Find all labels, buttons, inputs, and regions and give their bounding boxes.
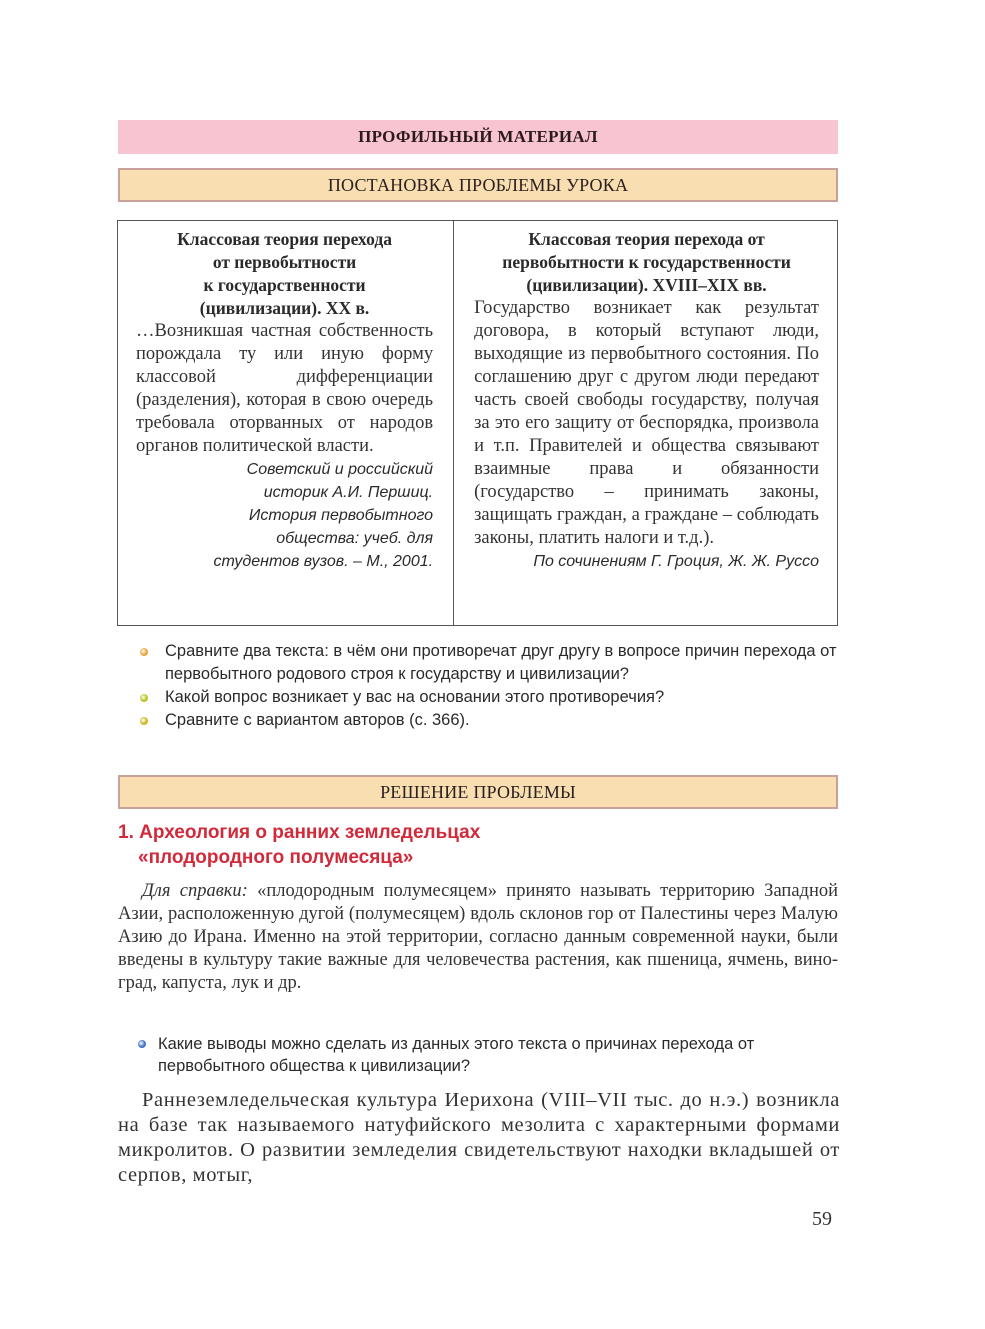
source-line: Советский и российский	[246, 461, 434, 478]
profile-material-banner	[118, 120, 838, 154]
comparison-table	[117, 220, 838, 626]
right-column-text: Государство возникает как результат договора, в который вступают люди, выходящие из первобытного состояния. По соглашению друг с другом люди передают часть своей свободы государству, получая за это его защиту от беспорядка, произвола и т.п. Правителей и общества связывают взаимные права и обязанности (государство – принимать законы, защищать граждан, а граждане – соблюдать законы, платить налоги и т.д.).	[474, 298, 819, 548]
question-text: Сравните с вариантом авторов (с. 366).	[165, 711, 470, 729]
section-heading	[118, 820, 818, 870]
left-title-line: к государственности	[203, 275, 366, 295]
bullet-icon	[140, 648, 148, 656]
section-title-line1: Археология о ранних земледельцах	[139, 822, 481, 843]
reference-label: Для справки:	[142, 881, 248, 901]
solution-title: РЕШЕНИЕ ПРОБЛЕМЫ	[380, 781, 576, 802]
profile-material-title: ПРОФИЛЬНЫЙ МАТЕРИАЛ	[358, 127, 598, 146]
right-column-source: По сочинениям Г. Гроция, Ж. Ж. Руссо	[533, 553, 819, 570]
question-text: Сравните два текста: в чём они противоречат друг другу в вопросе причин перехода от первобытного родового строя к государству и цивилизации?	[165, 642, 837, 683]
reference-text: «плодородным полумесяцем» принято называть территорию Западной Азии, расположенную дугой (полумесяцем) вдоль склонов гор от Палестины через Малую Азию до Ирана. Именно на этой территории, согласно данным современной науки, были введены в культуру такие важные для человечества растения, как пшеница, ячмень, виноград, капуста, лук и др.	[118, 881, 838, 993]
left-title-line: от первобытности	[212, 252, 357, 272]
solution-banner	[118, 775, 838, 809]
question-item-2	[138, 1033, 863, 1077]
left-column-title	[136, 228, 433, 320]
bullet-icon	[140, 694, 148, 702]
source-line: История первобытного	[248, 507, 434, 524]
page-number: 59	[812, 1208, 832, 1230]
question-item	[140, 640, 840, 686]
body-paragraph: Раннеземледельческая культура Иерихона (VIII–VII тыс. до н.э.) возникла на базе так называемого натуфийского мезолита с характерными формами микролитов. О развитии земледелия свидетельствуют находки вкладышей от серпов, мотыг,	[118, 1089, 840, 1186]
left-column-text: …Возникшая частная собственность порождала ту или иную форму классовой дифференциации (разделения), которая в свою очередь требовала оторванных от народов органов политической власти.	[136, 321, 434, 456]
left-title-line: Классовая теория перехода	[177, 229, 392, 249]
left-column-source	[136, 458, 433, 573]
source-line: историк А.И. Першиц.	[263, 484, 434, 501]
question-item	[140, 709, 840, 732]
question-text: Какие выводы можно сделать из данных этого текста о причинах перехода от первобытного общества к цивилизации?	[158, 1035, 755, 1075]
comparison-column-left	[118, 221, 454, 625]
source-line: студентов вузов. – М., 2001.	[213, 553, 434, 570]
section-number: 1.	[118, 822, 134, 843]
comparison-column-right	[454, 221, 837, 625]
left-title-line: (цивилизации). XX в.	[199, 298, 370, 318]
bullet-icon	[138, 1040, 146, 1048]
section-title-line2: «плодородного полумесяца»	[138, 847, 414, 868]
question-list	[140, 640, 840, 732]
problem-statement-title: ПОСТАНОВКА ПРОБЛЕМЫ УРОКА	[327, 174, 629, 195]
right-column-title: Классовая теория перехода от первобытности к государственности (цивилизации). XVIII–XIX вв.	[502, 229, 791, 295]
question-text: Какой вопрос возникает у вас на основании этого противоречия?	[165, 688, 665, 706]
bullet-icon	[140, 717, 148, 725]
problem-statement-banner	[118, 168, 838, 202]
reference-paragraph	[118, 880, 838, 995]
source-line: общества: учеб. для	[276, 530, 434, 547]
question-item	[140, 686, 840, 709]
